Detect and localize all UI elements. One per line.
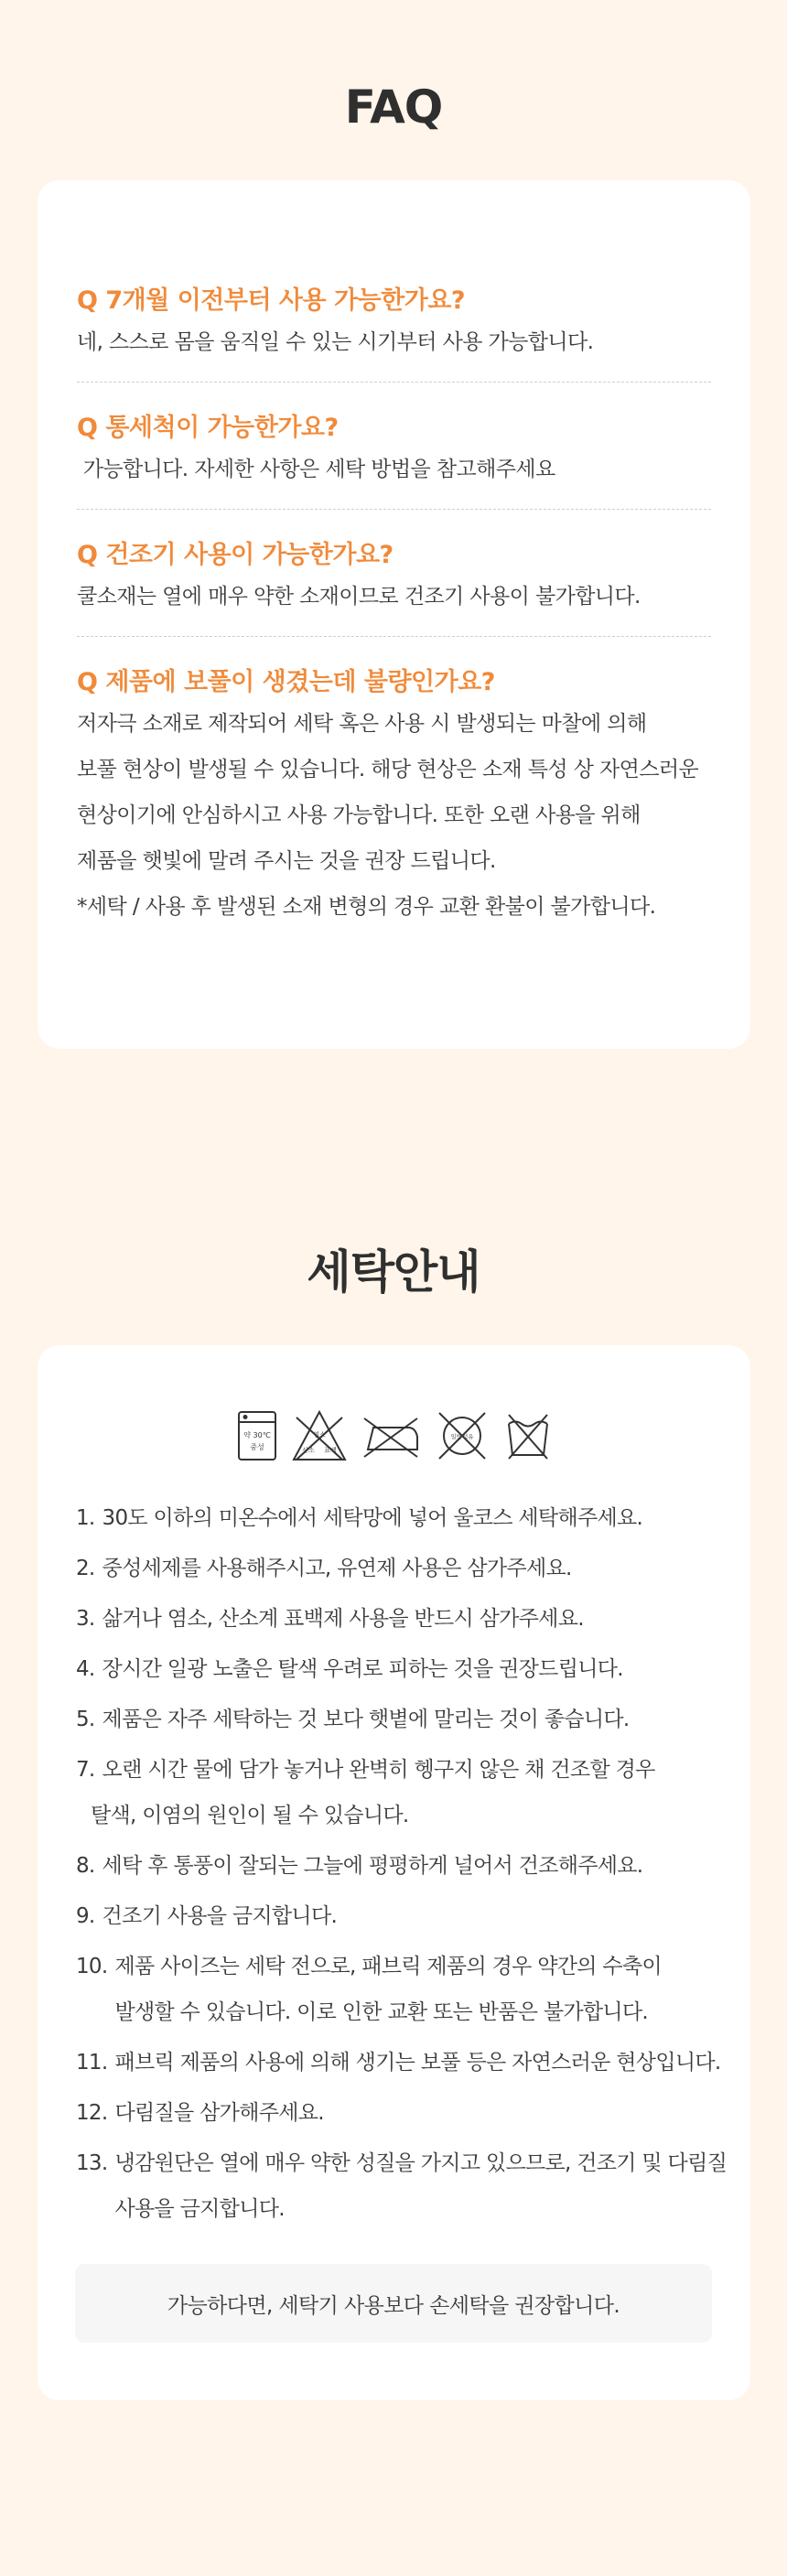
faq-question: Q 7개월 이전부터 사용 가능한가요? [77,286,466,315]
faq-item [77,664,711,946]
washing-title: 세탁안내 [307,1245,480,1299]
svg-text:약 30℃: 약 30℃ [243,1431,271,1439]
list-item: 3. 삶거나 염소, 산소계 표백제 사용을 반드시 삼가주세요. [76,1607,584,1631]
faq-answer: 가능합니다. 자세한 사항은 세탁 방법을 참고해주세요 [77,458,555,481]
faq-item [77,537,711,637]
list-item: 4. 장시간 일광 노출은 탈색 우려로 피하는 것을 권장드립니다. [76,1657,623,1681]
notice-box: 가능하다면, 세탁기 사용보다 손세탁을 권장합니다. [75,2264,712,2343]
faq-card [38,180,750,1049]
svg-text:중성: 중성 [249,1443,264,1451]
list-item: 12. 다림질을 삼가해주세요. [76,2101,324,2125]
svg-text:산소: 산소 [301,1447,315,1454]
list-item: 2. 중성세제를 사용해주시고, 유연제 사용은 삼가주세요. [76,1557,572,1580]
faq-item [77,410,711,510]
list-item: 1. 30도 이하의 미온수에서 세탁망에 넣어 울코스 세탁해주세요. [76,1506,643,1530]
faq-question: Q 제품에 보풀이 생겼는데 불량인가요? [77,668,495,696]
list-item: 7. 오랜 시간 물에 담가 놓거나 완벽히 헹구지 않은 채 건조할 경우 탈색, 이염의 원인이 될 수 있습니다. [76,1747,750,1838]
no-iron-icon [361,1409,421,1462]
washing-card [38,1345,750,2400]
list-item: 10. 제품 사이즈는 세탁 전으로, 패브릭 제품의 경우 약간의 수축이 발생할 수 있습니다. 이로 인한 교환 또는 반품은 불가합니다. [76,1955,662,2024]
washing-instructions [38,1495,750,2232]
no-machine-wash-icon [503,1409,553,1462]
faq-question: Q 건조기 사용이 가능한가요? [77,541,394,569]
list-item: 8. 세탁 후 통풍이 잘되는 그늘에 평평하게 널어서 건조해주세요. [76,1854,643,1878]
list-item: 9. 건조기 사용을 금지합니다. [76,1904,338,1928]
faq-answer-line: 현상이기에 안심하시고 사용 가능합니다. 또한 오랜 사용을 위해 [77,803,641,827]
hand-wash-icon [236,1409,278,1462]
list-item-continuation: 탈색, 이염의 원인이 될 수 있습니다. [91,1804,409,1827]
faq-item [77,283,711,383]
faq-title: FAQ [344,81,443,134]
list-item: 11. 패브릭 제품의 사용에 의해 생기는 보풀 등은 자연스러운 현상입니다. [76,2051,721,2075]
svg-text:염소: 염소 [312,1431,326,1439]
no-bleach-icon [291,1409,348,1462]
faq-answer-line: 보풀 현상이 발생될 수 있습니다. 해당 현상은 소재 특성 상 자연스러운 [77,758,699,781]
faq-answer-line: 제품을 햇빛에 말려 주시는 것을 권장 드립니다. [77,849,496,873]
list-item: 13. 냉감원단은 열에 매우 약한 성질을 가지고 있으므로, 건조기 및 다림질 사용을 금지합니다. [76,2151,728,2221]
svg-text:일반석유: 일반석유 [449,1433,474,1440]
no-dry-clean-icon [434,1409,491,1462]
faq-answer: 네, 스스로 몸을 움직일 수 있는 시기부터 사용 가능합니다. [77,330,594,354]
faq-answer-line: *세탁 / 사용 후 발생된 소재 변형의 경우 교환 환불이 불가합니다. [77,895,656,919]
faq-answer: 쿨소재는 열에 매우 약한 소재이므로 건조기 사용이 불가합니다. [77,585,641,609]
faq-question: Q 통세척이 가능한가요? [77,414,339,442]
svg-text:표백: 표백 [323,1447,337,1454]
care-icons [38,1406,750,1466]
faq-answer-line: 저자극 소재로 제작되어 세탁 혹은 사용 시 발생되는 마찰에 의해 [77,712,647,736]
list-item: 5. 제품은 자주 세탁하는 것 보다 햇볕에 말리는 것이 좋습니다. [76,1708,630,1731]
